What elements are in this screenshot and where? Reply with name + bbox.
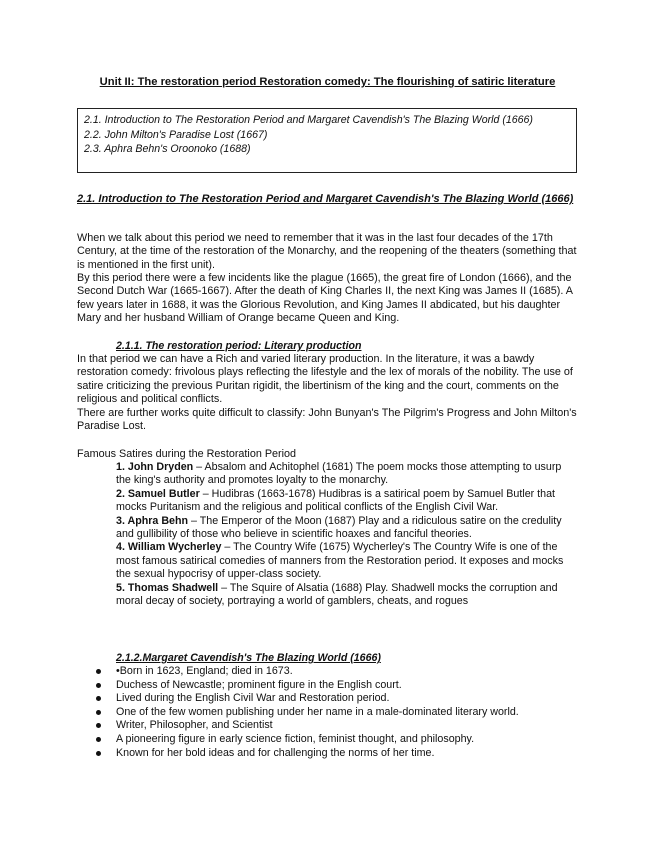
section-2-1-2-heading: 2.1.2.Margaret Cavendish's The Blazing World (1666)	[116, 652, 381, 664]
toc-item: 2.2. John Milton's Paradise Lost (1667)	[84, 128, 268, 141]
satires-intro: Famous Satires during the Restoration Period	[77, 448, 297, 460]
bullet-icon	[96, 737, 101, 742]
section-2-1-1-heading: 2.1.1. The restoration period: Literary production	[116, 340, 362, 352]
list-item-text: Known for her bold ideas and for challenging the norms of her time.	[116, 746, 435, 759]
bullet-icon	[96, 696, 101, 701]
section-2-1-heading: 2.1. Introduction to The Restoration Period and Margaret Cavendish's The Blazing World (1666)	[77, 193, 574, 205]
bullet-icon	[96, 669, 101, 674]
list-item	[96, 706, 576, 720]
list-item	[96, 692, 576, 706]
list-item-text: •Born in 1623, England; died in 1673.	[116, 665, 293, 677]
list-item	[116, 488, 578, 515]
satire-description: – Hudibras (1663-1678) Hudibras is a satirical poem by Samuel Butler that mocks Puritanism and the religious and political conflicts of the English Civil War.	[116, 487, 555, 514]
toc-item: 2.1. Introduction to The Restoration Period and Margaret Cavendish's The Blazing World (1666)	[84, 114, 533, 126]
bullet-icon	[96, 683, 101, 688]
page-title: Unit II: The restoration period Restoration comedy: The flourishing of satiric literature	[99, 76, 556, 88]
satire-author: 4. William Wycherley	[116, 541, 222, 554]
list-item-text: Lived during the English Civil War and Restoration period.	[116, 692, 390, 705]
satire-author: 3. Aphra Behn	[116, 514, 189, 527]
list-item-text: Duchess of Newcastle; prominent figure in the English court.	[116, 678, 402, 691]
cavendish-facts-list	[96, 665, 576, 760]
bullet-icon	[96, 751, 101, 756]
list-item-text: Writer, Philosopher, and Scientist	[116, 719, 273, 732]
satire-author: 2. Samuel Butler	[116, 487, 200, 500]
section-2-1-paragraph-2: By this period there were a few incidents like the plague (1665), the great fire of London (1666), and the Second Dutch War (1665-1667). After the death of King Charles II, the next King was James II (1685). A few years later in 1688, it was the Glorious Revolution, and King James II abdicated, but his daughter Mary and her husband William of Orange became Queen and King.	[77, 272, 573, 325]
satire-description: – Absalom and Achitophel (1681) The poem mocks those attempting to usurp the king's authority and promotes loyalty to the monarchy.	[116, 461, 562, 487]
satire-author: 5. Thomas Shadwell	[116, 581, 219, 594]
list-item	[96, 747, 576, 761]
list-item	[116, 541, 578, 581]
list-item	[96, 679, 576, 693]
section-2-1-1-paragraph-1: In that period we can have a Rich and varied literary production. In the literature, it was a bawdy restoration comedy: frivolous plays reflecting the lifestyle and the lex of morals of the nobility. The use of satire criticizing the previous Puritan rigidit, the libertinism of the king and the court, comments on the religious and political conflicts.	[77, 353, 573, 406]
satires-list	[116, 461, 578, 608]
list-item-text: A pioneering figure in early science fiction, feminist thought, and philosophy.	[116, 732, 475, 745]
list-item	[96, 665, 576, 679]
list-item	[96, 719, 576, 733]
satire-description: – The Emperor of the Moon (1687) Play and a ridiculous satire on the credulity and gullibility of those who believe in scientific hoaxes and fanciful theories.	[116, 514, 562, 541]
list-item	[116, 515, 578, 542]
list-item-text: One of the few women publishing under her name in a male-dominated literary world.	[116, 705, 519, 718]
satire-author: 1. John Dryden	[116, 461, 194, 473]
bullet-icon	[96, 710, 101, 715]
section-2-1-paragraph-1: When we talk about this period we need to remember that it was in the last four decades of the 17th Century, at the time of the restoration of the Monarchy, and the reopening of the theaters (something that is mentioned in the first unit).	[77, 232, 577, 271]
table-of-contents-box	[77, 108, 577, 173]
bullet-icon	[96, 723, 101, 728]
section-2-1-1-paragraph-2: There are further works quite difficult to classify: John Bunyan's The Pilgrim's Progress and John Milton's Paradise Lost.	[77, 407, 577, 433]
satire-description: – The Country Wife (1675) Wycherley's The Country Wife is one of the most famous satirical comedies of manners from the Restoration period. It exposes and mocks the sexual hypocrisy of upper-class society.	[116, 541, 564, 581]
toc-item: 2.3. Aphra Behn's Oroonoko (1688)	[84, 143, 251, 155]
list-item	[96, 733, 576, 747]
list-item	[116, 582, 578, 609]
list-item	[116, 461, 578, 488]
satire-description: – The Squire of Alsatia (1688) Play. Shadwell mocks the corruption and moral decay of society, portraying a world of gamblers, cheats, and rogues	[116, 581, 558, 608]
